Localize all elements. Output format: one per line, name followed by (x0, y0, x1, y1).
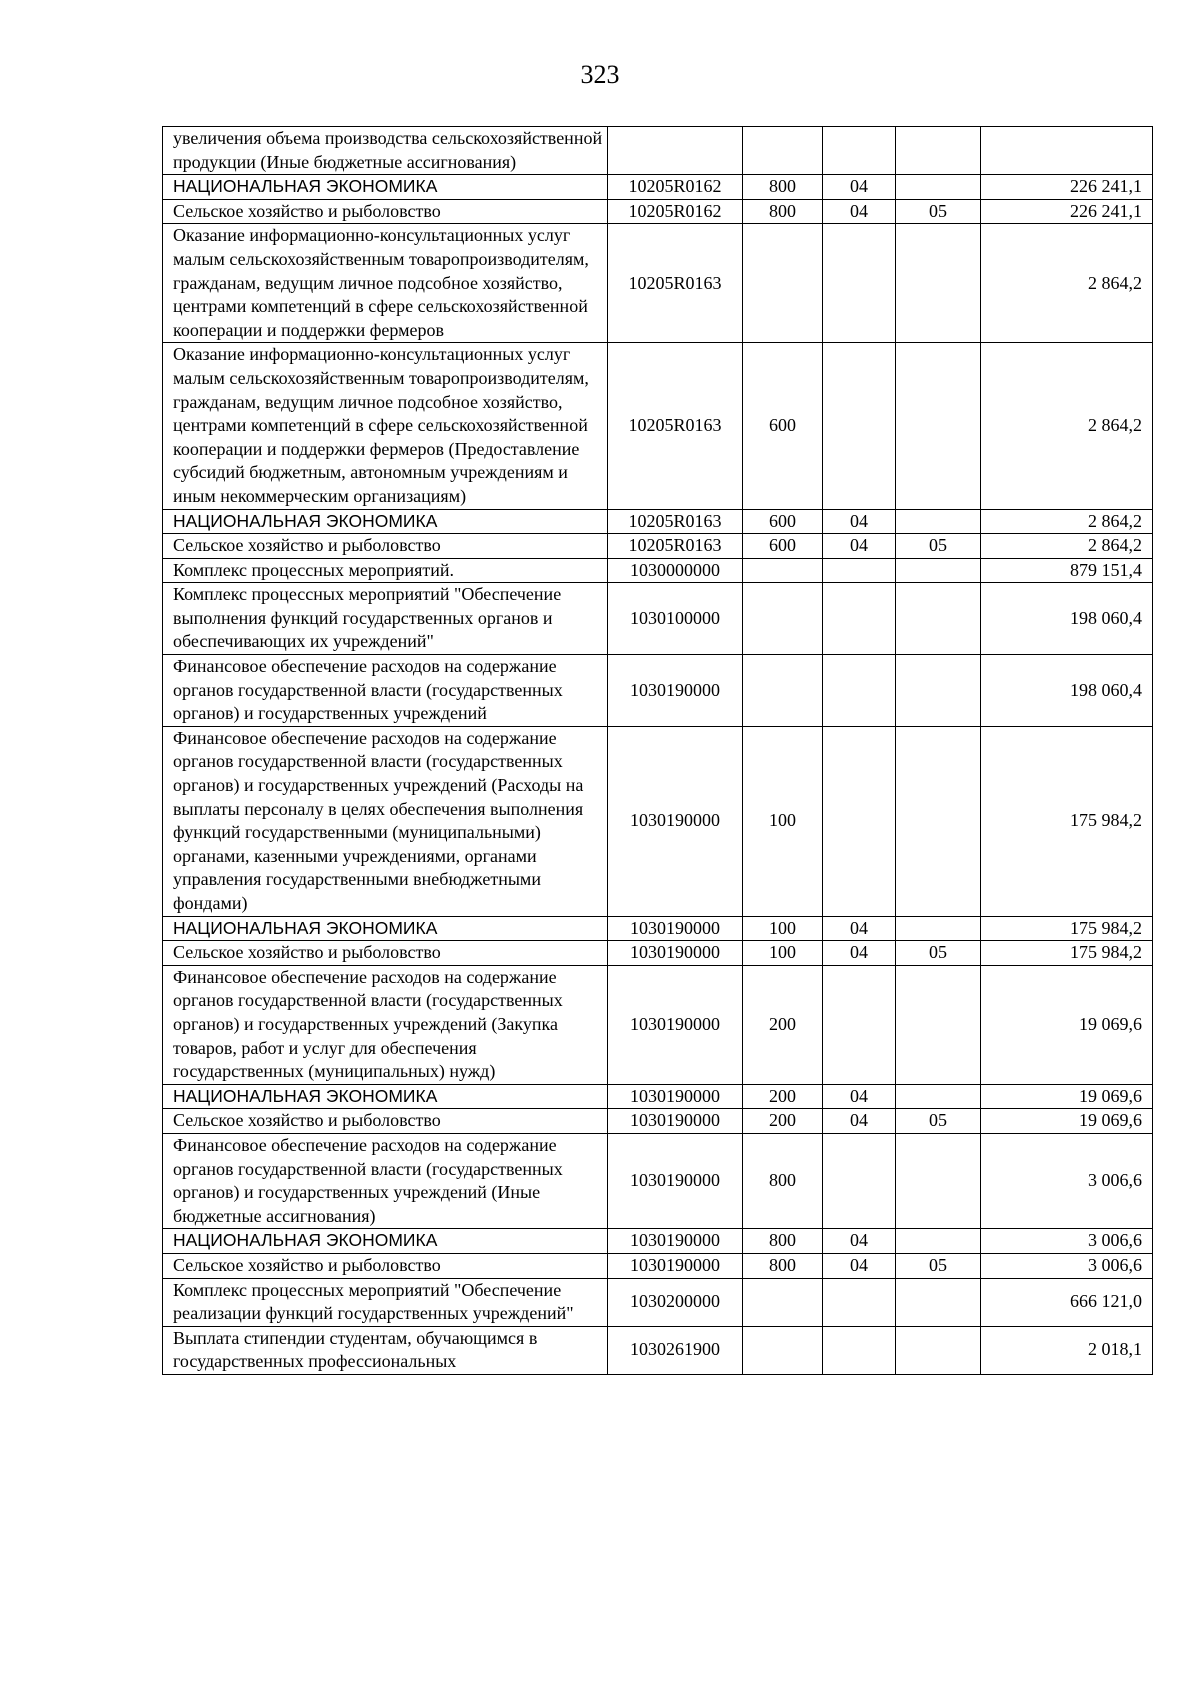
row-target-code: 1030190000 (608, 1253, 743, 1278)
table-row (163, 1084, 1153, 1109)
row-description: Сельское хозяйство и рыболовство (163, 1253, 608, 1278)
row-section (823, 965, 896, 1084)
row-expense-type: 800 (743, 1229, 823, 1254)
page-number: 323 (580, 60, 620, 89)
row-section (823, 1133, 896, 1228)
row-section: 04 (823, 199, 896, 224)
row-section: 04 (823, 1253, 896, 1278)
row-target-code: 1030190000 (608, 655, 743, 727)
row-subsection (896, 343, 981, 509)
row-amount: 666 121,0 (981, 1278, 1153, 1326)
row-subsection (896, 1229, 981, 1254)
row-description: Финансовое обеспечение расходов на содержание органов государственной власти (государственных органов) и государственных учреждений (Иные бюджетные ассигнования) (163, 1133, 608, 1228)
table-row (163, 558, 1153, 583)
row-target-code: 1030190000 (608, 965, 743, 1084)
row-expense-type: 600 (743, 534, 823, 559)
row-amount: 19 069,6 (981, 1109, 1153, 1134)
row-target-code (608, 127, 743, 175)
row-description: Сельское хозяйство и рыболовство (163, 1109, 608, 1134)
row-section: 04 (823, 941, 896, 966)
table-row (163, 726, 1153, 916)
row-subsection (896, 655, 981, 727)
row-expense-type: 100 (743, 726, 823, 916)
row-expense-type: 100 (743, 916, 823, 941)
budget-table-body (163, 127, 1153, 1375)
row-subsection (896, 175, 981, 200)
table-row (163, 655, 1153, 727)
row-description: Оказание информационно-консультационных услуг малым сельскохозяйственным товаропроизводителям, гражданам, ведущим личное подсобное хозяйство, центрами компетенций в сфере сельскохозяйственной кооперации и поддержки фермеров (163, 224, 608, 343)
row-subsection: 05 (896, 199, 981, 224)
row-expense-type: 600 (743, 343, 823, 509)
row-target-code: 1030190000 (608, 916, 743, 941)
row-description: НАЦИОНАЛЬНАЯ ЭКОНОМИКА (163, 916, 608, 941)
row-subsection (896, 916, 981, 941)
table-row (163, 509, 1153, 534)
row-section (823, 1278, 896, 1326)
row-amount: 2 864,2 (981, 224, 1153, 343)
row-amount: 226 241,1 (981, 199, 1153, 224)
row-description: Оказание информационно-консультационных услуг малым сельскохозяйственным товаропроизводителям, гражданам, ведущим личное подсобное хозяйство, центрами компетенций в сфере сельскохозяйственной кооперации и поддержки фермеров (Предоставление субсидий бюджетным, автономным учреждениям и иным некоммерческим организациям) (163, 343, 608, 509)
row-expense-type (743, 1278, 823, 1326)
table-row (163, 1229, 1153, 1254)
row-description: Финансовое обеспечение расходов на содержание органов государственной власти (государственных органов) и государственных учреждений (163, 655, 608, 727)
row-amount (981, 127, 1153, 175)
row-section: 04 (823, 1109, 896, 1134)
row-description: Сельское хозяйство и рыболовство (163, 534, 608, 559)
row-subsection (896, 1084, 981, 1109)
row-amount: 175 984,2 (981, 916, 1153, 941)
row-amount: 3 006,6 (981, 1253, 1153, 1278)
row-expense-type: 800 (743, 199, 823, 224)
table-row (163, 1326, 1153, 1374)
row-target-code: 1030190000 (608, 1133, 743, 1228)
table-row (163, 534, 1153, 559)
row-section: 04 (823, 1229, 896, 1254)
row-description: НАЦИОНАЛЬНАЯ ЭКОНОМИКА (163, 1084, 608, 1109)
row-expense-type (743, 655, 823, 727)
row-subsection (896, 224, 981, 343)
row-target-code: 10205R0162 (608, 175, 743, 200)
row-section (823, 726, 896, 916)
row-subsection (896, 1133, 981, 1228)
row-subsection: 05 (896, 941, 981, 966)
row-subsection (896, 127, 981, 175)
row-section: 04 (823, 534, 896, 559)
row-subsection (896, 509, 981, 534)
row-description: НАЦИОНАЛЬНАЯ ЭКОНОМИКА (163, 509, 608, 534)
table-row (163, 1278, 1153, 1326)
table-row (163, 916, 1153, 941)
table-row (163, 1253, 1153, 1278)
row-description: НАЦИОНАЛЬНАЯ ЭКОНОМИКА (163, 1229, 608, 1254)
row-subsection (896, 1326, 981, 1374)
row-section: 04 (823, 916, 896, 941)
row-target-code: 1030190000 (608, 1084, 743, 1109)
row-target-code: 10205R0162 (608, 199, 743, 224)
row-target-code: 1030261900 (608, 1326, 743, 1374)
row-target-code: 10205R0163 (608, 509, 743, 534)
table-row (163, 224, 1153, 343)
row-expense-type: 200 (743, 1084, 823, 1109)
row-section (823, 224, 896, 343)
row-amount: 19 069,6 (981, 965, 1153, 1084)
table-row (163, 199, 1153, 224)
row-section: 04 (823, 509, 896, 534)
row-section (823, 583, 896, 655)
row-expense-type: 600 (743, 509, 823, 534)
row-description: увеличения объема производства сельскохозяйственной продукции (Иные бюджетные ассигнования) (163, 127, 608, 175)
row-section (823, 1326, 896, 1374)
row-target-code: 10205R0163 (608, 534, 743, 559)
row-target-code: 1030000000 (608, 558, 743, 583)
row-description: Сельское хозяйство и рыболовство (163, 941, 608, 966)
row-amount: 226 241,1 (981, 175, 1153, 200)
row-subsection (896, 965, 981, 1084)
row-target-code: 1030190000 (608, 1109, 743, 1134)
row-target-code: 1030100000 (608, 583, 743, 655)
row-description: Комплекс процессных мероприятий. (163, 558, 608, 583)
table-row (163, 127, 1153, 175)
table-row (163, 175, 1153, 200)
row-section: 04 (823, 1084, 896, 1109)
row-subsection (896, 726, 981, 916)
row-subsection: 05 (896, 534, 981, 559)
table-row (163, 1133, 1153, 1228)
table-row (163, 941, 1153, 966)
row-section (823, 655, 896, 727)
row-amount: 2 864,2 (981, 534, 1153, 559)
row-amount: 879 151,4 (981, 558, 1153, 583)
row-target-code: 10205R0163 (608, 224, 743, 343)
table-row (163, 965, 1153, 1084)
row-description: НАЦИОНАЛЬНАЯ ЭКОНОМИКА (163, 175, 608, 200)
table-row (163, 1109, 1153, 1134)
row-amount: 198 060,4 (981, 583, 1153, 655)
row-target-code: 10205R0163 (608, 343, 743, 509)
row-section (823, 127, 896, 175)
row-target-code: 1030190000 (608, 1229, 743, 1254)
row-description: Финансовое обеспечение расходов на содержание органов государственной власти (государственных органов) и государственных учреждений (Расходы на выплаты персоналу в целях обеспечения выполнения функций государственными (муниципальными) органами, казенными учреждениями, органами управления государственными внебюджетными фондами) (163, 726, 608, 916)
budget-table (162, 126, 1153, 1375)
row-expense-type: 800 (743, 175, 823, 200)
row-description: Комплекс процессных мероприятий "Обеспечение выполнения функций государственных органов и обеспечивающих их учреждений" (163, 583, 608, 655)
row-amount: 2 018,1 (981, 1326, 1153, 1374)
row-amount: 3 006,6 (981, 1229, 1153, 1254)
row-expense-type: 200 (743, 1109, 823, 1134)
row-expense-type: 100 (743, 941, 823, 966)
row-target-code: 1030190000 (608, 726, 743, 916)
table-row (163, 583, 1153, 655)
table-row (163, 343, 1153, 509)
row-amount: 175 984,2 (981, 941, 1153, 966)
row-description: Комплекс процессных мероприятий "Обеспечение реализации функций государственных учреждений" (163, 1278, 608, 1326)
row-section: 04 (823, 175, 896, 200)
row-amount: 2 864,2 (981, 343, 1153, 509)
row-subsection (896, 1278, 981, 1326)
row-expense-type (743, 127, 823, 175)
row-subsection: 05 (896, 1253, 981, 1278)
row-target-code: 1030200000 (608, 1278, 743, 1326)
row-subsection (896, 558, 981, 583)
row-amount: 3 006,6 (981, 1133, 1153, 1228)
row-expense-type: 800 (743, 1133, 823, 1228)
row-amount: 198 060,4 (981, 655, 1153, 727)
row-target-code: 1030190000 (608, 941, 743, 966)
row-expense-type (743, 558, 823, 583)
row-expense-type: 200 (743, 965, 823, 1084)
row-amount: 175 984,2 (981, 726, 1153, 916)
row-amount: 2 864,2 (981, 509, 1153, 534)
row-expense-type: 800 (743, 1253, 823, 1278)
row-description: Финансовое обеспечение расходов на содержание органов государственной власти (государственных органов) и государственных учреждений (Закупка товаров, работ и услуг для обеспечения государственных (муниципальных) нужд) (163, 965, 608, 1084)
row-description: Сельское хозяйство и рыболовство (163, 199, 608, 224)
row-description: Выплата стипендии студентам, обучающимся в государственных профессиональных (163, 1326, 608, 1374)
row-section (823, 343, 896, 509)
row-subsection: 05 (896, 1109, 981, 1134)
row-amount: 19 069,6 (981, 1084, 1153, 1109)
row-expense-type (743, 1326, 823, 1374)
row-expense-type (743, 583, 823, 655)
row-subsection (896, 583, 981, 655)
row-expense-type (743, 224, 823, 343)
row-section (823, 558, 896, 583)
